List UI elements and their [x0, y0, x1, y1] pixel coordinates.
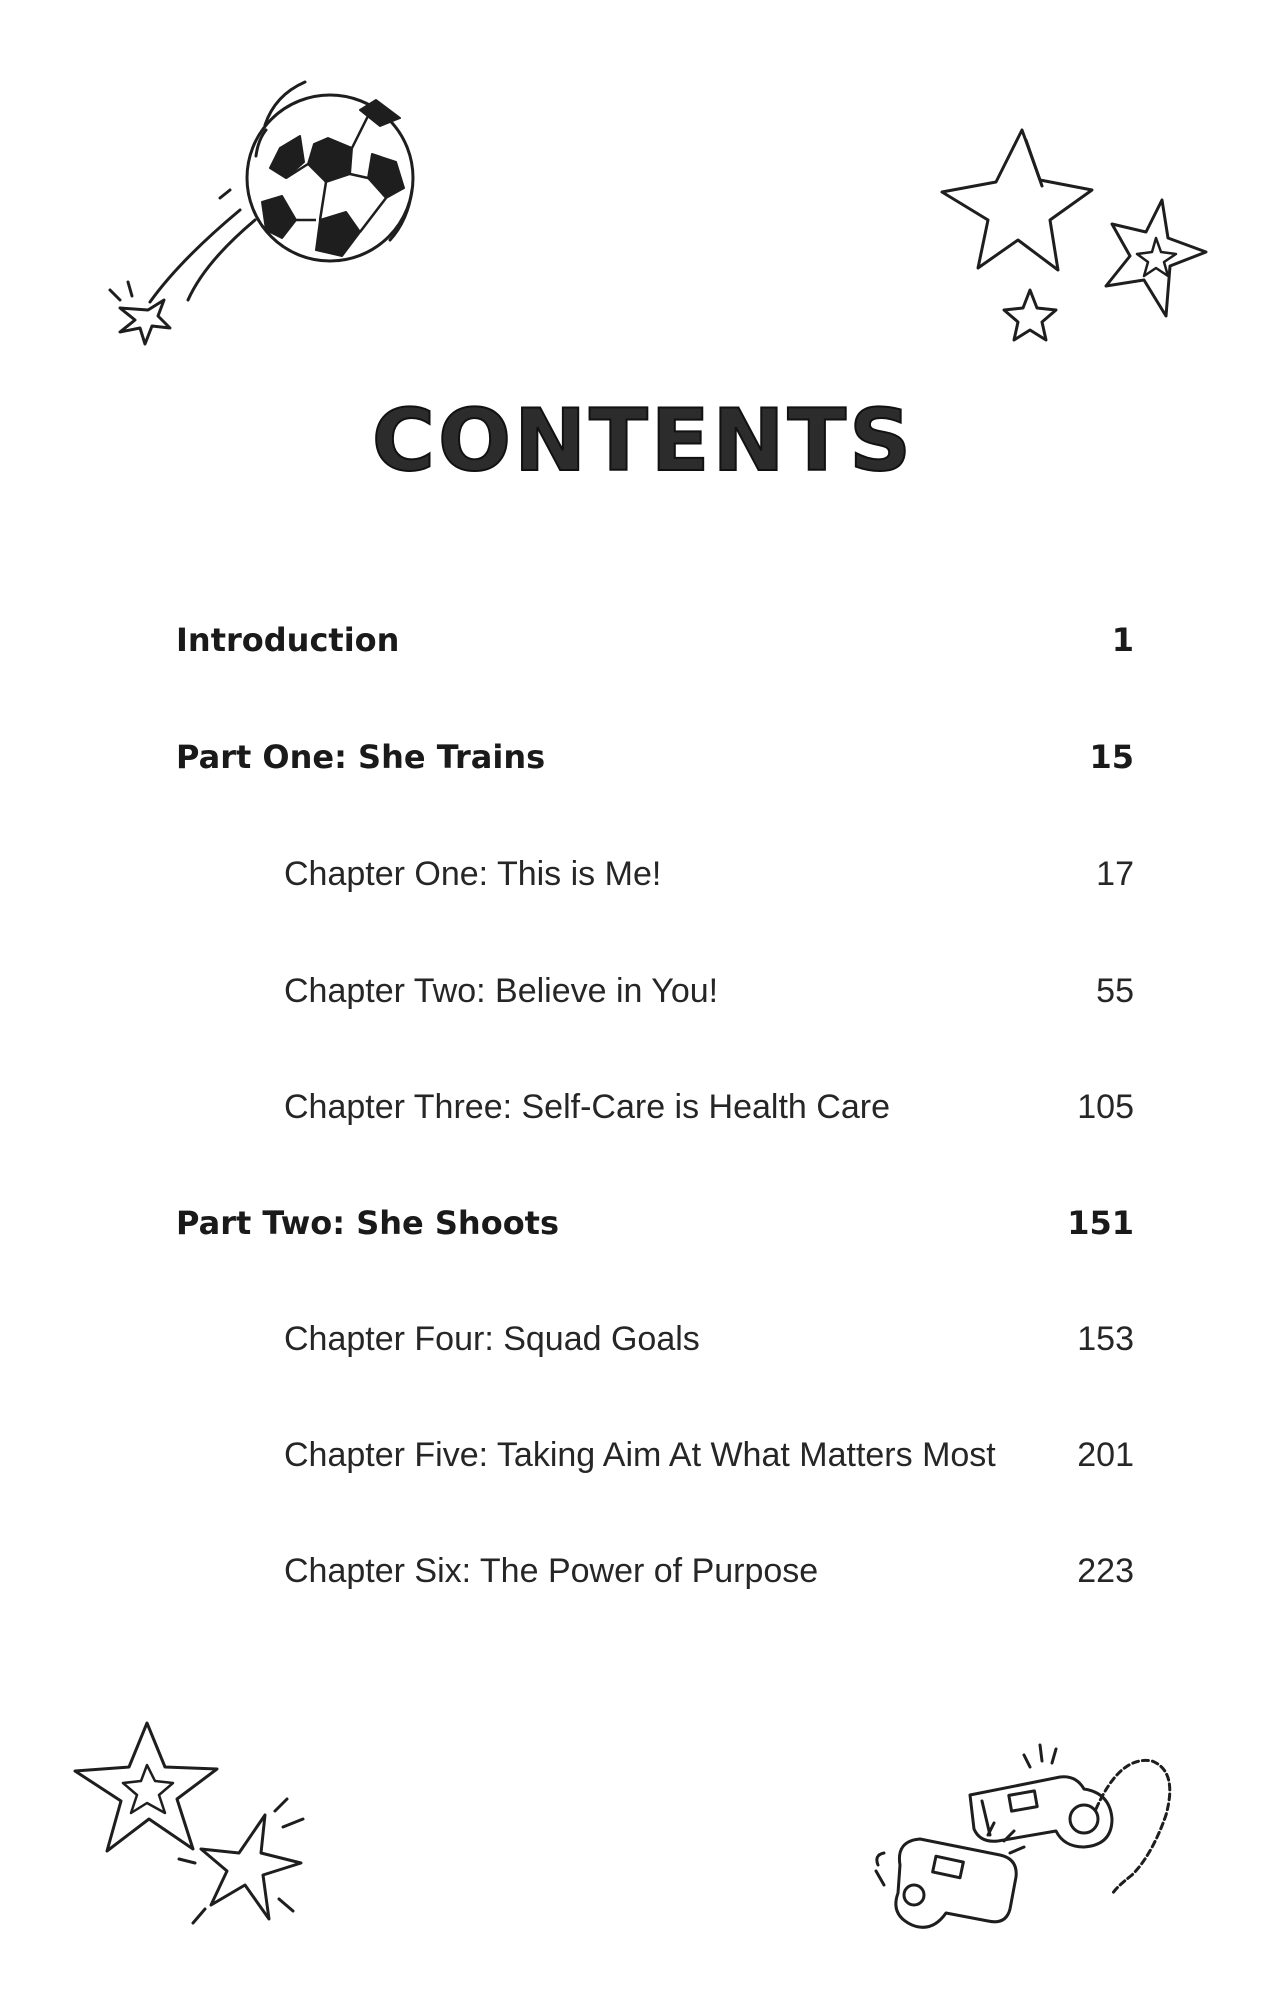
toc-entry-page-number: 15 [1089, 738, 1134, 776]
toc-entry-chapter-five [0, 1430, 1286, 1480]
toc-entry-label: Introduction [176, 621, 400, 659]
toc-entry-introduction [0, 615, 1286, 665]
toc-entry-chapter-three [0, 1082, 1286, 1132]
toc-entry-page-number: 201 [1077, 1436, 1134, 1474]
toc-entry-label: Chapter Six: The Power of Purpose [284, 1552, 819, 1590]
toc-entry-chapter-four [0, 1314, 1286, 1364]
toc-entry-page-number: 153 [1077, 1320, 1134, 1358]
toc-entry-page-number: 151 [1067, 1204, 1134, 1242]
page-title: CONTENTS [371, 391, 915, 491]
toc-entry-page-number: 105 [1077, 1088, 1134, 1126]
toc-entry-label: Chapter Five: Taking Aim At What Matters Most [284, 1436, 996, 1474]
toc-entry-part-two [0, 1198, 1286, 1248]
toc-entry-page-number: 223 [1077, 1552, 1134, 1590]
whistles-icon [870, 1735, 1180, 1950]
toc-entry-chapter-six [0, 1546, 1286, 1596]
toc-entry-part-one [0, 732, 1286, 782]
toc-entry-label: Part One: She Trains [176, 738, 546, 776]
stars-icon [65, 1715, 325, 1935]
toc-entry-label: Chapter Three: Self-Care is Health Care [284, 1088, 890, 1126]
toc-entry-label: Chapter One: This is Me! [284, 855, 662, 893]
toc-entry-page-number: 55 [1096, 972, 1134, 1010]
toc-entry-label: Chapter Two: Believe in You! [284, 972, 719, 1010]
toc-entry-chapter-one [0, 849, 1286, 899]
toc-entry-label: Chapter Four: Squad Goals [284, 1320, 700, 1358]
toc-entry-page-number: 1 [1111, 621, 1134, 659]
toc-entry-label: Part Two: She Shoots [176, 1204, 560, 1242]
toc-entry-chapter-two [0, 966, 1286, 1016]
toc-entry-page-number: 17 [1096, 855, 1134, 893]
